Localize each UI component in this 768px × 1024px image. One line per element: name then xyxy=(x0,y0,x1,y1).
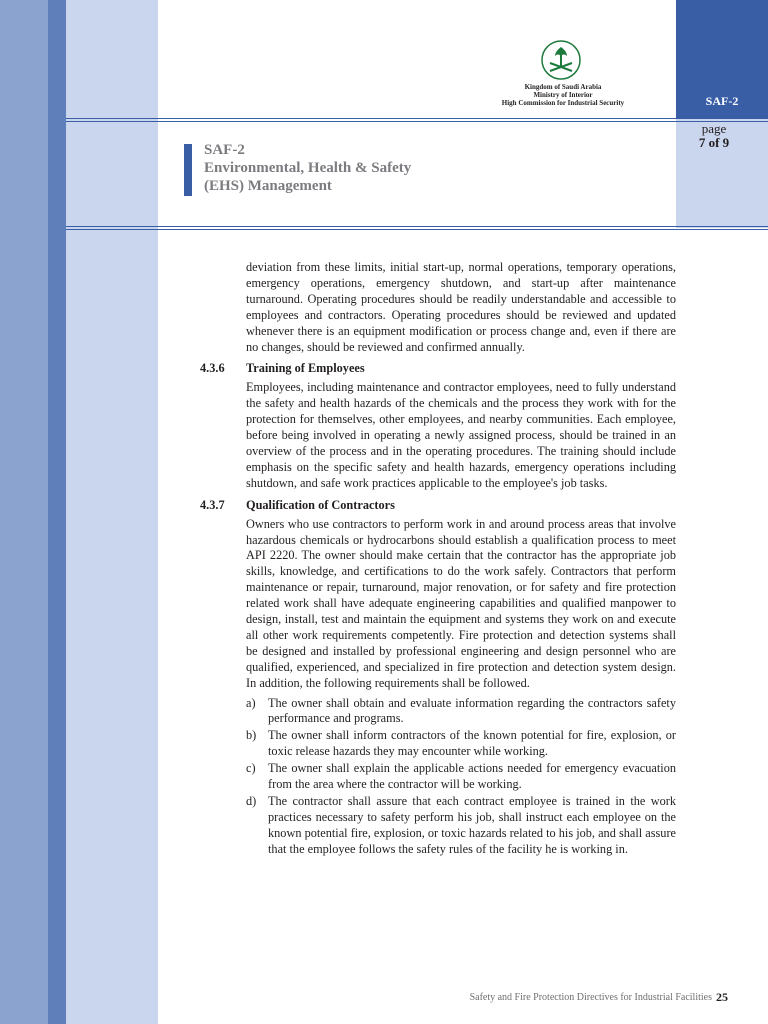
list-item-text: The owner shall obtain and evaluate information regarding the contractors safety performance and programs. xyxy=(268,695,676,726)
body-content xyxy=(200,260,676,859)
title-rule xyxy=(66,226,768,227)
footer-page-number: 25 xyxy=(716,990,728,1004)
list-item-text: The contractor shall assure that each contract employee is trained in the work practices necessary to safety perform his job, shall instruct each employee on the known potential fire, explosion, or toxic hazards related to his job, and shall assure that the employee follows the safety rules of the facility he is working in. xyxy=(268,794,676,856)
list-item xyxy=(246,728,676,760)
title-line: Environmental, Health & Safety xyxy=(204,160,412,176)
section-number: 4.3.6 xyxy=(200,361,225,376)
list-item-label: a) xyxy=(246,695,256,710)
title-line: SAF-2 xyxy=(204,142,245,158)
list-item xyxy=(246,761,676,793)
section-title: Qualification of Contractors xyxy=(246,497,395,512)
saudi-emblem-icon xyxy=(541,40,581,80)
section-paragraph: Employees, including maintenance and contractor employees, need to fully understand the safety and health hazards of the chemicals and the process they work with for the protection for themselves, other employees, and nearby communities. Each employee, before being involved in operating a newly assigned process, should be trained in an overview of the process and in the operating procedures. The training should include emphasis on the specific safety and health hazards, emergency operations including shutdown, and safe work practices applicable to the employee's job tasks. xyxy=(246,380,676,490)
requirements-list xyxy=(246,696,676,858)
section-heading xyxy=(200,361,676,377)
section-number: 4.3.7 xyxy=(200,497,225,512)
title-line: (EHS) Management xyxy=(204,178,332,194)
list-item-text: The owner shall inform contractors of the known potential for fire, explosion, or toxic release hazards they may encounter while working. xyxy=(268,728,676,759)
section-title: Training of Employees xyxy=(246,361,365,376)
authority-line: Ministry of Interior xyxy=(533,91,593,99)
list-item-label: c) xyxy=(246,761,256,776)
list-item xyxy=(246,696,676,728)
left-margin-band-inner xyxy=(66,0,158,1024)
list-item-label: d) xyxy=(246,794,257,808)
list-item-text: The owner shall explain the applicable actions needed for emergency evacuation from the area where the contractor will be working. xyxy=(268,761,676,792)
authority-line: High Commission for Industrial Security xyxy=(501,99,625,107)
page-number: 7 of 9 xyxy=(698,135,730,150)
page-label: page xyxy=(701,121,727,136)
title-accent-bar xyxy=(184,144,192,196)
issuing-authority xyxy=(480,83,646,107)
section-paragraph: Owners who use contractors to perform work in and around process areas that involve hazardous chemicals or hydrocarbons should establish a qualification process to meet API 2220. The owner should make certain that the contractor has the appropriate job skills, knowledge, and certifications to do the work safely. Contractors that perform maintenance or repair, turnaround, major renovation, or for safety and fire protection related work shall have adequate engineering capabilities and qualified manpower to design, install, test and maintain the equipment and systems they work on and execute all other work requirements competently. Fire protection and detection systems shall be designed and installed by professional engineering and design personnel who are qualified, experienced, and specialized in fire protection and detection system design. In addition, the following requirements shall be followed. xyxy=(246,516,676,690)
intro-paragraph: deviation from these limits, initial start-up, normal operations, temporary operations, emergency operations, emergency shutdown, and start-up after maintenance turnaround. Operating procedures should be readily understandable and accessible to employees and contractors. Operating procedures should be reviewed and updated whenever there is an equipment modification or process change and, even if there are no changes, should be reviewed and confirmed annually. xyxy=(246,260,676,354)
title-rule xyxy=(66,229,768,230)
section-heading xyxy=(200,498,676,514)
authority-line: Kingdom of Saudi Arabia xyxy=(524,83,602,91)
list-item xyxy=(246,794,676,858)
footer-title: Safety and Fire Protection Directives for Industrial Facilities xyxy=(469,992,712,1003)
header-rule xyxy=(66,118,768,119)
list-item-label: b) xyxy=(246,728,257,743)
document-code: SAF-2 xyxy=(705,94,739,108)
header-rule xyxy=(66,121,768,122)
left-margin-band-outer xyxy=(0,0,48,1024)
left-margin-band-middle xyxy=(48,0,66,1024)
document-title xyxy=(204,141,411,195)
